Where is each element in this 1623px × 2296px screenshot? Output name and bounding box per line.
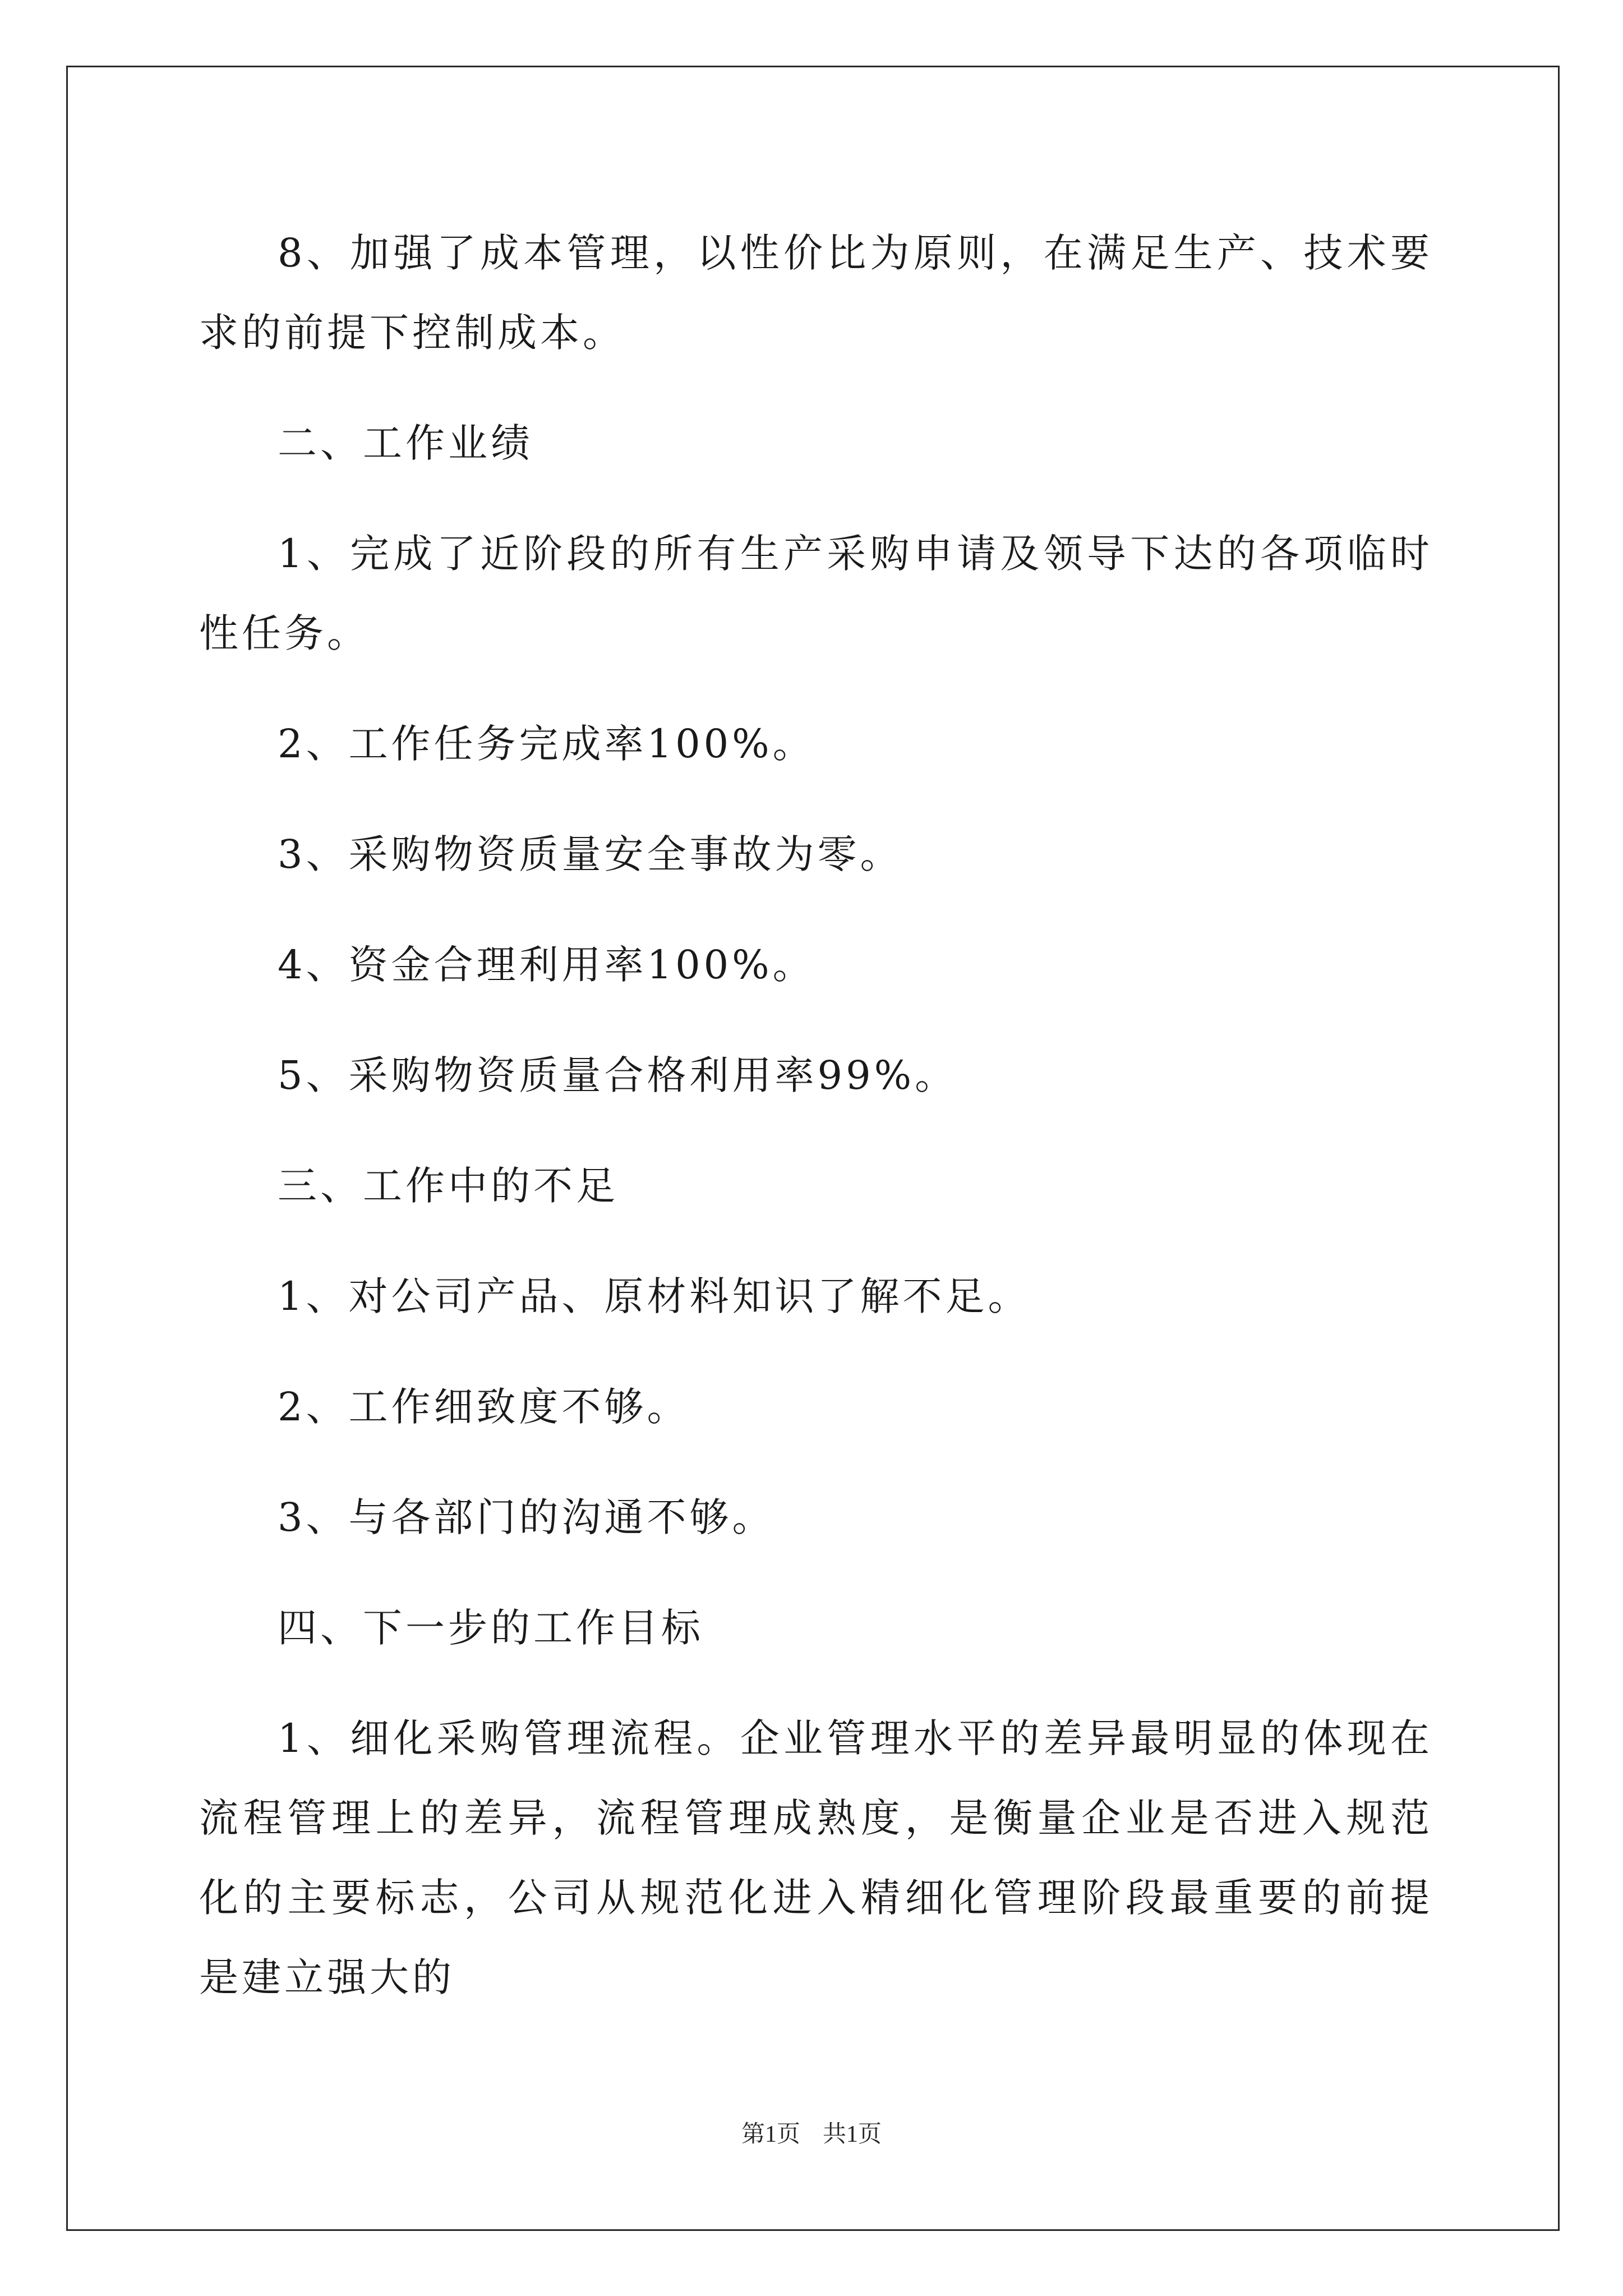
paragraph-achievement-4: 4、资金合理利用率100%。: [278, 942, 815, 988]
paragraph-achievement-3: 3、采购物资质量安全事故为零。: [278, 831, 903, 877]
page-footer: [0, 2118, 1623, 2151]
paragraph-achievement-1: 1、完成了近阶段的所有生产采购申请及领导下达的各项临时性任务。: [199, 531, 1433, 656]
paragraph-shortcoming-1: 1、对公司产品、原材料知识了解不足。: [278, 1273, 1031, 1319]
paragraph-achievement-5: 5、采购物资质量合格利用率99%。: [278, 1052, 958, 1098]
page-total: 共1页: [823, 2122, 882, 2147]
section-heading-achievements: 二、工作业绩: [278, 420, 533, 466]
paragraph-shortcoming-2: 2、工作细致度不够。: [278, 1384, 690, 1430]
paragraph-cost-management: 8、加强了成本管理，以性价比为原则，在满足生产、技术要求的前提下控制成本。: [199, 230, 1433, 356]
section-heading-next-goals: 四、下一步的工作目标: [278, 1605, 704, 1651]
section-heading-shortcomings: 三、工作中的不足: [278, 1163, 619, 1209]
page-number: 第1页: [741, 2122, 800, 2147]
paragraph-goal-1: 1、细化采购管理流程。企业管理水平的差异最明显的体现在流程管理上的差异，流程管理成熟度，是衡量企业是否进入规范化的主要标志，公司从规范化进入精细化管理阶段最重要的前提是建立强大的: [199, 1715, 1433, 2000]
paragraph-achievement-2: 2、工作任务完成率100%。: [278, 721, 815, 767]
paragraph-shortcoming-3: 3、与各部门的沟通不够。: [278, 1494, 775, 1540]
document-body: [199, 213, 1433, 2048]
